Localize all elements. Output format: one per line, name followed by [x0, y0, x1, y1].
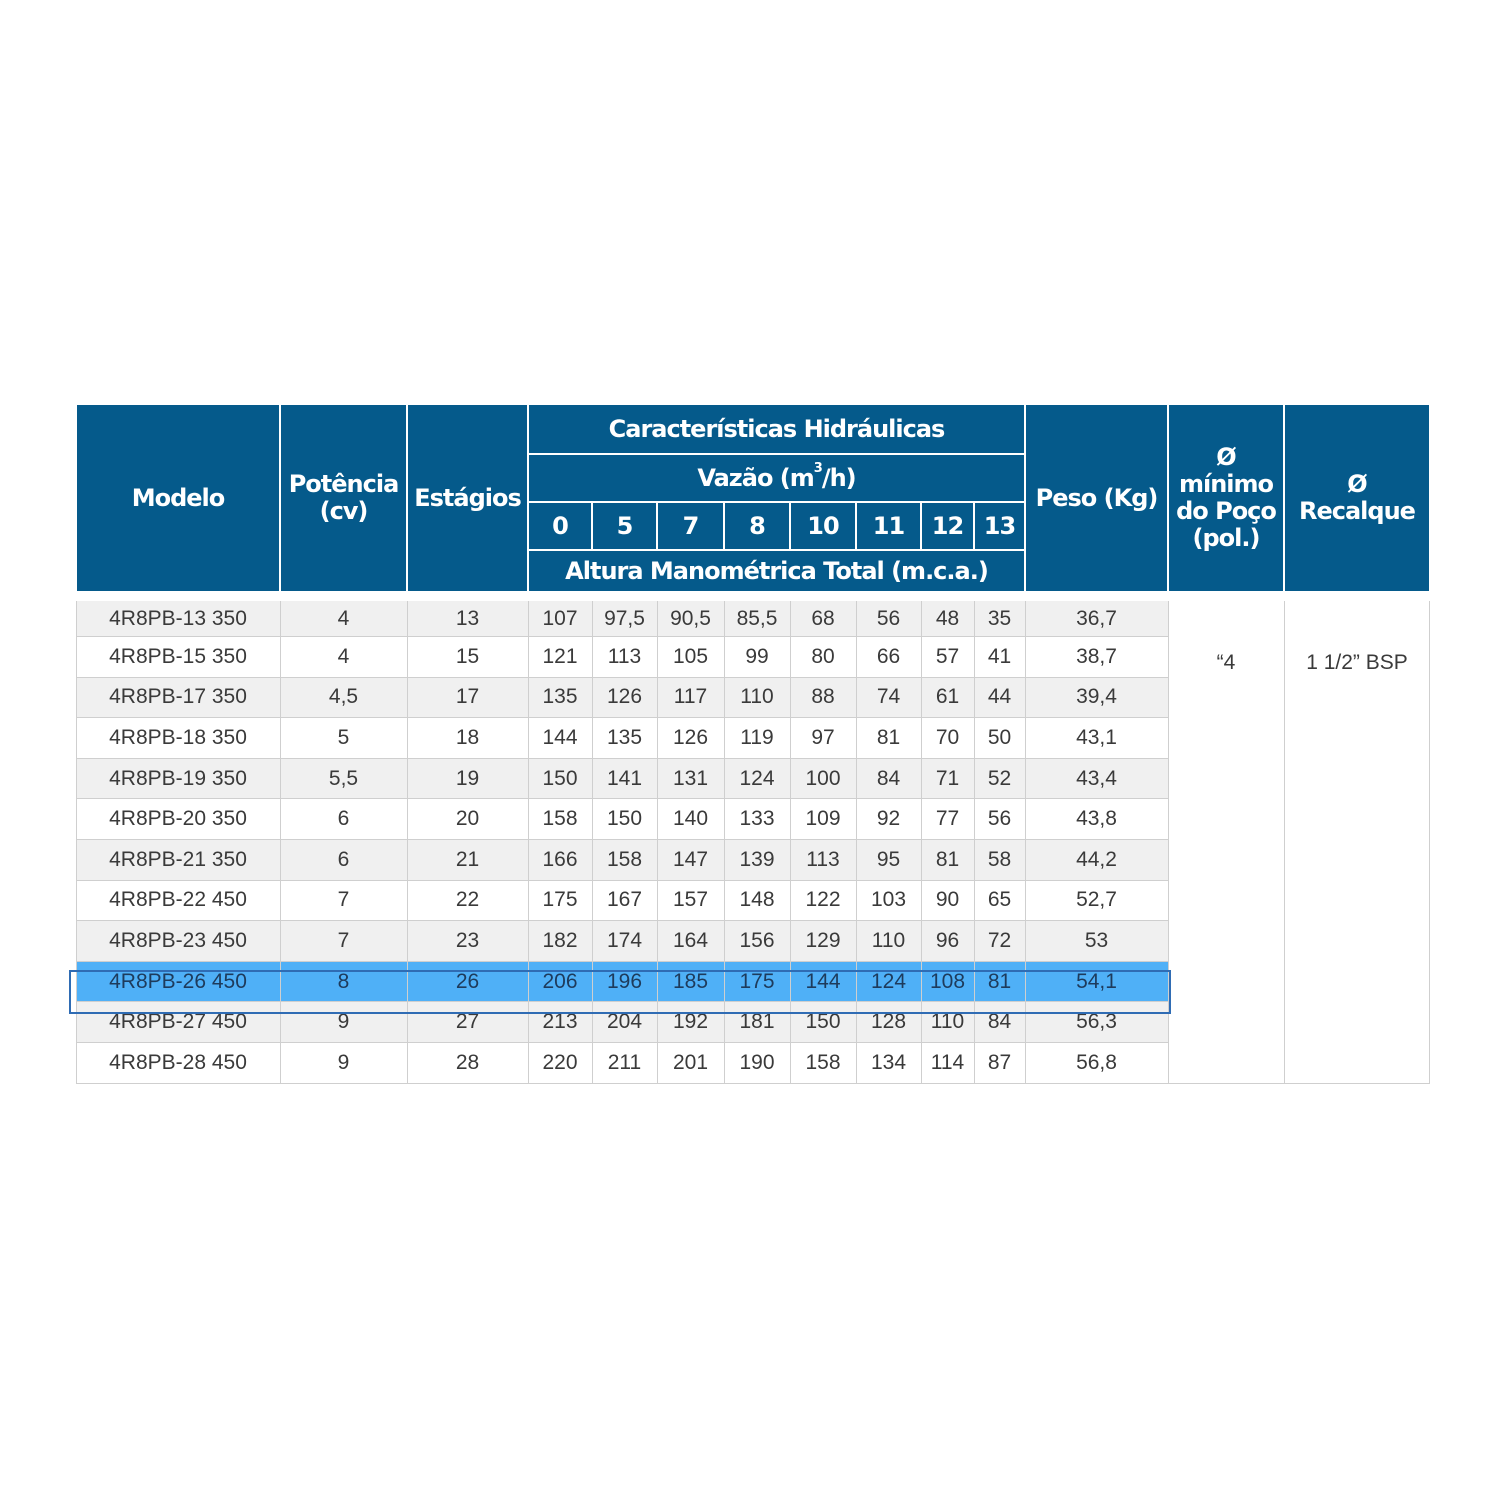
cell-potencia: 7: [280, 921, 407, 962]
cell-altura: 141: [592, 758, 657, 799]
cell-altura: 85,5: [724, 596, 790, 637]
cell-peso: 54,1: [1025, 961, 1168, 1002]
cell-modelo: 4R8PB-27 450: [76, 1002, 280, 1043]
cell-altura: 95: [856, 840, 921, 881]
header-flow: 10: [790, 502, 856, 550]
cell-altura: 150: [592, 799, 657, 840]
vazao-label: Vazão (m: [697, 464, 814, 492]
cell-altura: 105: [657, 637, 724, 678]
cell-modelo: 4R8PB-15 350: [76, 637, 280, 678]
cell-altura: 57: [921, 637, 974, 678]
cell-altura: 50: [974, 718, 1025, 759]
cell-potencia: 4: [280, 637, 407, 678]
cell-altura: 158: [592, 840, 657, 881]
cell-altura: 117: [657, 677, 724, 718]
cell-altura: 156: [724, 921, 790, 962]
cell-altura: 97,5: [592, 596, 657, 637]
header-flow: 7: [657, 502, 724, 550]
cell-peso: 53: [1025, 921, 1168, 962]
cell-peso: 39,4: [1025, 677, 1168, 718]
cell-modelo: 4R8PB-26 450: [76, 961, 280, 1002]
cell-altura: 150: [790, 1002, 856, 1043]
cell-altura: 58: [974, 840, 1025, 881]
cell-modelo: 4R8PB-18 350: [76, 718, 280, 759]
cell-altura: 87: [974, 1043, 1025, 1084]
cell-peso: 44,2: [1025, 840, 1168, 881]
header-flow: 12: [921, 502, 974, 550]
cell-altura: 131: [657, 758, 724, 799]
cell-altura: 166: [528, 840, 592, 881]
cell-altura: 77: [921, 799, 974, 840]
cell-peso: 43,8: [1025, 799, 1168, 840]
cell-altura: 139: [724, 840, 790, 881]
cell-estagios: 22: [407, 880, 528, 921]
cell-altura: 61: [921, 677, 974, 718]
cell-altura: 147: [657, 840, 724, 881]
header-flow: 8: [724, 502, 790, 550]
cell-altura: 81: [921, 840, 974, 881]
cell-altura: 110: [856, 921, 921, 962]
cell-altura: 158: [528, 799, 592, 840]
header-flow: 11: [856, 502, 921, 550]
cell-altura: 181: [724, 1002, 790, 1043]
cell-altura: 122: [790, 880, 856, 921]
cell-altura: 108: [921, 961, 974, 1002]
header-poco: Ø mínimo do Poço (pol.): [1168, 404, 1284, 596]
cell-altura: 158: [790, 1043, 856, 1084]
cell-altura: 110: [724, 677, 790, 718]
cell-altura: 133: [724, 799, 790, 840]
cell-altura: 204: [592, 1002, 657, 1043]
cell-altura: 81: [974, 961, 1025, 1002]
cell-estagios: 21: [407, 840, 528, 881]
cell-altura: 211: [592, 1043, 657, 1084]
cell-estagios: 18: [407, 718, 528, 759]
cell-modelo: 4R8PB-23 450: [76, 921, 280, 962]
cell-altura: 100: [790, 758, 856, 799]
table-row: [76, 596, 1430, 637]
cell-altura: 113: [790, 840, 856, 881]
header-recalque: Ø Recalque: [1284, 404, 1430, 596]
header-flow: 13: [974, 502, 1025, 550]
cell-estagios: 19: [407, 758, 528, 799]
cell-altura: 56: [974, 799, 1025, 840]
cell-peso: 43,4: [1025, 758, 1168, 799]
cell-altura: 90,5: [657, 596, 724, 637]
cell-altura: 110: [921, 1002, 974, 1043]
cell-altura: 103: [856, 880, 921, 921]
vazao-sup: 3: [813, 461, 822, 476]
cell-estagios: 27: [407, 1002, 528, 1043]
cell-altura: 109: [790, 799, 856, 840]
cell-estagios: 26: [407, 961, 528, 1002]
cell-altura: 128: [856, 1002, 921, 1043]
cell-estagios: 28: [407, 1043, 528, 1084]
cell-estagios: 15: [407, 637, 528, 678]
cell-altura: 124: [724, 758, 790, 799]
cell-altura: 88: [790, 677, 856, 718]
cell-modelo: 4R8PB-13 350: [76, 596, 280, 637]
cell-altura: 65: [974, 880, 1025, 921]
cell-potencia: 7: [280, 880, 407, 921]
header-altura: Altura Manométrica Total (m.c.a.): [528, 550, 1025, 596]
cell-potencia: 5,5: [280, 758, 407, 799]
cell-altura: 48: [921, 596, 974, 637]
cell-peso: 38,7: [1025, 637, 1168, 678]
cell-altura: 84: [856, 758, 921, 799]
cell-altura: 174: [592, 921, 657, 962]
cell-altura: 41: [974, 637, 1025, 678]
header-vazao: [528, 454, 1025, 502]
cell-altura: 182: [528, 921, 592, 962]
cell-potencia: 5: [280, 718, 407, 759]
cell-peso: 56,8: [1025, 1043, 1168, 1084]
cell-altura: 90: [921, 880, 974, 921]
cell-modelo: 4R8PB-22 450: [76, 880, 280, 921]
cell-altura: 167: [592, 880, 657, 921]
cell-altura: 135: [592, 718, 657, 759]
cell-altura: 192: [657, 1002, 724, 1043]
cell-altura: 74: [856, 677, 921, 718]
header-modelo: Modelo: [76, 404, 280, 596]
cell-altura: 135: [528, 677, 592, 718]
cell-peso: 56,3: [1025, 1002, 1168, 1043]
cell-poco-value: “4: [1168, 596, 1284, 1083]
cell-altura: 126: [592, 677, 657, 718]
cell-altura: 129: [790, 921, 856, 962]
cell-modelo: 4R8PB-20 350: [76, 799, 280, 840]
cell-altura: 56: [856, 596, 921, 637]
cell-altura: 70: [921, 718, 974, 759]
cell-altura: 80: [790, 637, 856, 678]
header-peso: Peso (Kg): [1025, 404, 1168, 596]
cell-peso: 43,1: [1025, 718, 1168, 759]
pump-spec-table: [75, 403, 1431, 1084]
cell-potencia: 9: [280, 1002, 407, 1043]
cell-altura: 148: [724, 880, 790, 921]
cell-altura: 175: [724, 961, 790, 1002]
cell-potencia: 9: [280, 1043, 407, 1084]
cell-potencia: 4,5: [280, 677, 407, 718]
cell-altura: 72: [974, 921, 1025, 962]
header-estagios: Estágios: [407, 404, 528, 596]
cell-estagios: 23: [407, 921, 528, 962]
header-potencia: Potência (cv): [280, 404, 407, 596]
cell-estagios: 20: [407, 799, 528, 840]
cell-altura: 185: [657, 961, 724, 1002]
cell-altura: 97: [790, 718, 856, 759]
cell-altura: 126: [657, 718, 724, 759]
cell-altura: 164: [657, 921, 724, 962]
cell-altura: 44: [974, 677, 1025, 718]
cell-altura: 144: [528, 718, 592, 759]
cell-peso: 52,7: [1025, 880, 1168, 921]
cell-altura: 52: [974, 758, 1025, 799]
cell-estagios: 13: [407, 596, 528, 637]
table-body: [76, 596, 1430, 1083]
cell-altura: 140: [657, 799, 724, 840]
cell-altura: 113: [592, 637, 657, 678]
cell-altura: 190: [724, 1043, 790, 1084]
cell-potencia: 6: [280, 799, 407, 840]
cell-altura: 107: [528, 596, 592, 637]
header-flow: 0: [528, 502, 592, 550]
cell-altura: 134: [856, 1043, 921, 1084]
cell-altura: 92: [856, 799, 921, 840]
cell-altura: 99: [724, 637, 790, 678]
cell-modelo: 4R8PB-19 350: [76, 758, 280, 799]
cell-potencia: 6: [280, 840, 407, 881]
cell-altura: 66: [856, 637, 921, 678]
header-hidraulicas: Características Hidráulicas: [528, 404, 1025, 454]
cell-altura: 144: [790, 961, 856, 1002]
cell-altura: 84: [974, 1002, 1025, 1043]
cell-potencia: 4: [280, 596, 407, 637]
cell-altura: 68: [790, 596, 856, 637]
cell-modelo: 4R8PB-21 350: [76, 840, 280, 881]
cell-altura: 121: [528, 637, 592, 678]
cell-altura: 206: [528, 961, 592, 1002]
cell-altura: 35: [974, 596, 1025, 637]
cell-altura: 114: [921, 1043, 974, 1084]
cell-estagios: 17: [407, 677, 528, 718]
cell-altura: 196: [592, 961, 657, 1002]
cell-modelo: 4R8PB-17 350: [76, 677, 280, 718]
cell-altura: 71: [921, 758, 974, 799]
cell-altura: 201: [657, 1043, 724, 1084]
cell-peso: 36,7: [1025, 596, 1168, 637]
table-header: [76, 404, 1430, 596]
cell-altura: 81: [856, 718, 921, 759]
cell-altura: 150: [528, 758, 592, 799]
cell-recalque-value: 1 1/2” BSP: [1284, 596, 1430, 1083]
cell-altura: 124: [856, 961, 921, 1002]
vazao-suffix: /h): [821, 464, 856, 492]
cell-altura: 96: [921, 921, 974, 962]
cell-altura: 213: [528, 1002, 592, 1043]
cell-modelo: 4R8PB-28 450: [76, 1043, 280, 1084]
header-flow: 5: [592, 502, 657, 550]
cell-altura: 220: [528, 1043, 592, 1084]
cell-altura: 119: [724, 718, 790, 759]
cell-altura: 157: [657, 880, 724, 921]
cell-potencia: 8: [280, 961, 407, 1002]
cell-altura: 175: [528, 880, 592, 921]
